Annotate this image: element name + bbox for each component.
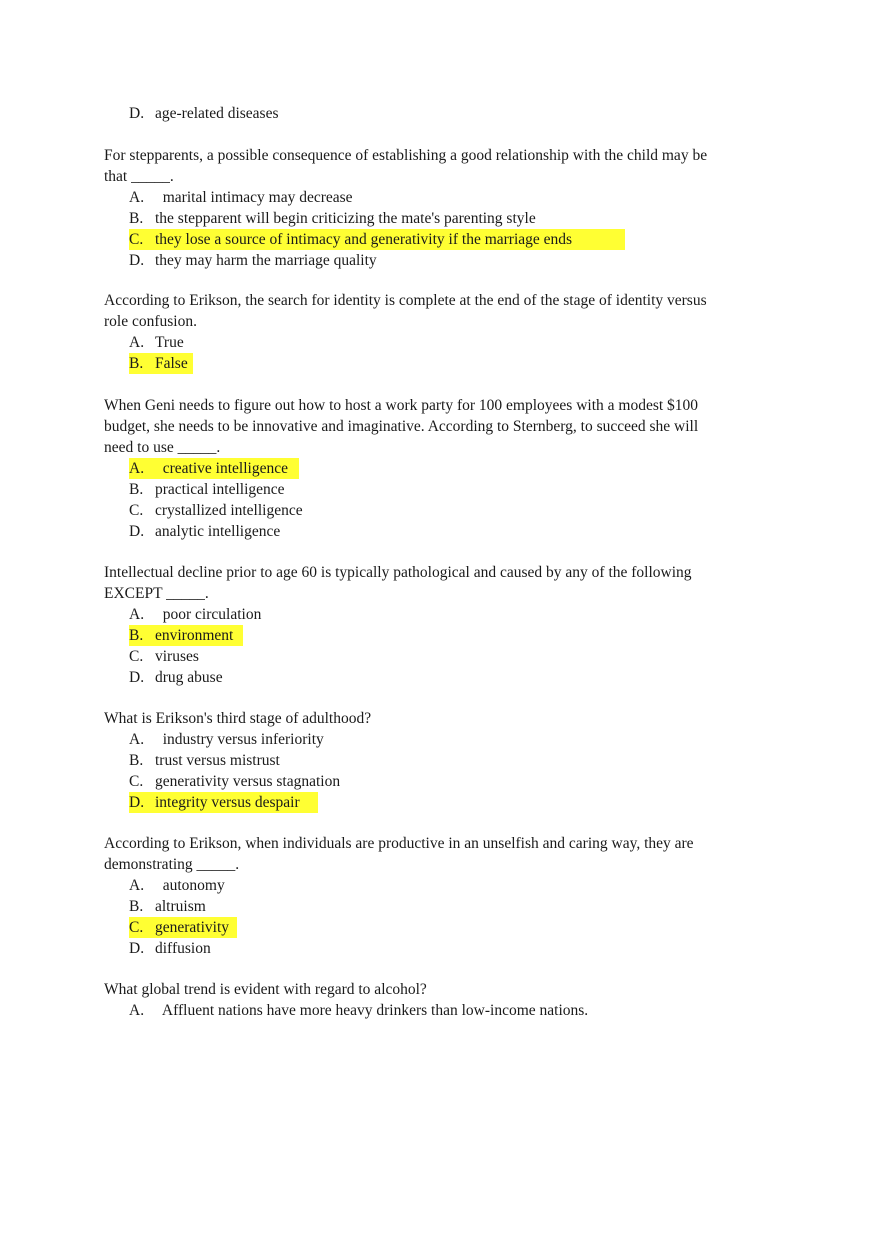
option-row: [104, 750, 724, 771]
option-row: [104, 667, 724, 688]
highlight-band: [129, 353, 193, 374]
option-row-highlighted: [104, 625, 724, 646]
option-text: autonomy: [155, 877, 225, 894]
option-letter: A.: [129, 1002, 145, 1019]
option-letter: A.: [129, 731, 145, 748]
option-letter: A.: [129, 877, 145, 894]
option-letter: B.: [129, 898, 144, 915]
option-text: poor circulation: [155, 606, 262, 623]
option-letter: C.: [129, 231, 144, 248]
question-text: Intellectual decline prior to age 60 is typically pathological and caused by any of the following EXCEPT _____.: [104, 564, 692, 602]
question-block: [104, 979, 724, 1021]
highlight-band: [129, 625, 243, 646]
option-row-highlighted: [104, 917, 724, 938]
option-letter: A.: [129, 606, 145, 623]
option-row: [104, 875, 724, 896]
option-row-highlighted: [104, 353, 724, 374]
highlight-band: [129, 458, 299, 479]
option-letter: A.: [129, 334, 145, 351]
option-text: marital intimacy may decrease: [155, 189, 353, 206]
option-letter: D.: [129, 940, 145, 957]
option-letter: B.: [129, 752, 144, 769]
option-letter: D.: [129, 105, 145, 122]
option-row: [104, 332, 724, 353]
option-letter: C.: [129, 919, 144, 936]
option-letter: A.: [129, 189, 145, 206]
option-row: [104, 646, 724, 667]
option-text: generativity versus stagnation: [155, 773, 341, 790]
option-letter: C.: [129, 773, 144, 790]
option-text: altruism: [155, 898, 206, 915]
option-letter: D.: [129, 523, 145, 540]
option-letter: C.: [129, 502, 144, 519]
question-text: According to Erikson, when individuals are productive in an unselfish and caring way, they are demonstrating _____.: [104, 835, 694, 873]
question-block: [104, 145, 724, 271]
option-letter: A.: [129, 460, 145, 477]
option-row-highlighted: [104, 792, 724, 813]
question-text: What is Erikson's third stage of adulthood?: [104, 710, 372, 727]
option-letter: C.: [129, 648, 144, 665]
option-text: False: [155, 355, 188, 372]
option-letter: B.: [129, 627, 144, 644]
question-text: According to Erikson, the search for identity is complete at the end of the stage of identity versus role confusion.: [104, 292, 707, 330]
option-row: [104, 729, 724, 750]
option-row: [104, 938, 724, 959]
highlight-band: [129, 229, 625, 250]
option-letter: B.: [129, 481, 144, 498]
option-text: they may harm the marriage quality: [155, 252, 377, 269]
highlight-band: [129, 792, 318, 813]
option-text: age-related diseases: [155, 105, 279, 122]
question-block: [104, 708, 724, 813]
option-letter: D.: [129, 794, 145, 811]
question-text: When Geni needs to figure out how to host a work party for 100 employees with a modest $100 budget, she needs to be innovative and imaginative. According to Sternberg, to succeed she will need to use _____.: [104, 397, 699, 456]
top-fragment: [104, 103, 724, 124]
option-text: drug abuse: [155, 669, 223, 686]
option-text: industry versus inferiority: [155, 731, 324, 748]
option-letter: B.: [129, 210, 144, 227]
option-row: [104, 103, 724, 124]
option-text: trust versus mistrust: [155, 752, 280, 769]
option-text: integrity versus despair: [155, 794, 300, 811]
highlight-band: [129, 917, 237, 938]
option-text: Affluent nations have more heavy drinkers than low-income nations.: [155, 1002, 589, 1019]
option-text: creative intelligence: [155, 460, 288, 477]
option-row: [104, 896, 724, 917]
option-row: [104, 250, 724, 271]
option-row-highlighted: [104, 458, 724, 479]
option-row: [104, 500, 724, 521]
option-row: [104, 521, 724, 542]
option-text: viruses: [155, 648, 199, 665]
option-row: [104, 771, 724, 792]
option-text: the stepparent will begin criticizing the mate's parenting style: [155, 210, 536, 227]
question-text: What global trend is evident with regard to alcohol?: [104, 981, 427, 998]
question-block: [104, 395, 724, 542]
option-text: analytic intelligence: [155, 523, 281, 540]
question-text: For stepparents, a possible consequence of establishing a good relationship with the child may be that _____.: [104, 147, 708, 185]
question-block: [104, 562, 724, 688]
option-text: environment: [155, 627, 234, 644]
option-letter: B.: [129, 355, 144, 372]
option-row: [104, 208, 724, 229]
option-letter: D.: [129, 252, 145, 269]
option-text: they lose a source of intimacy and generativity if the marriage ends: [155, 231, 573, 248]
option-text: crystallized intelligence: [155, 502, 303, 519]
question-block: [104, 833, 724, 959]
option-text: diffusion: [155, 940, 211, 957]
option-text: generativity: [155, 919, 230, 936]
option-letter: D.: [129, 669, 145, 686]
option-text: True: [155, 334, 184, 351]
option-row: [104, 1000, 724, 1021]
option-text: practical intelligence: [155, 481, 285, 498]
option-row-highlighted: [104, 229, 724, 250]
option-row: [104, 604, 724, 625]
option-row: [104, 479, 724, 500]
option-row: [104, 187, 724, 208]
question-block: [104, 290, 724, 374]
